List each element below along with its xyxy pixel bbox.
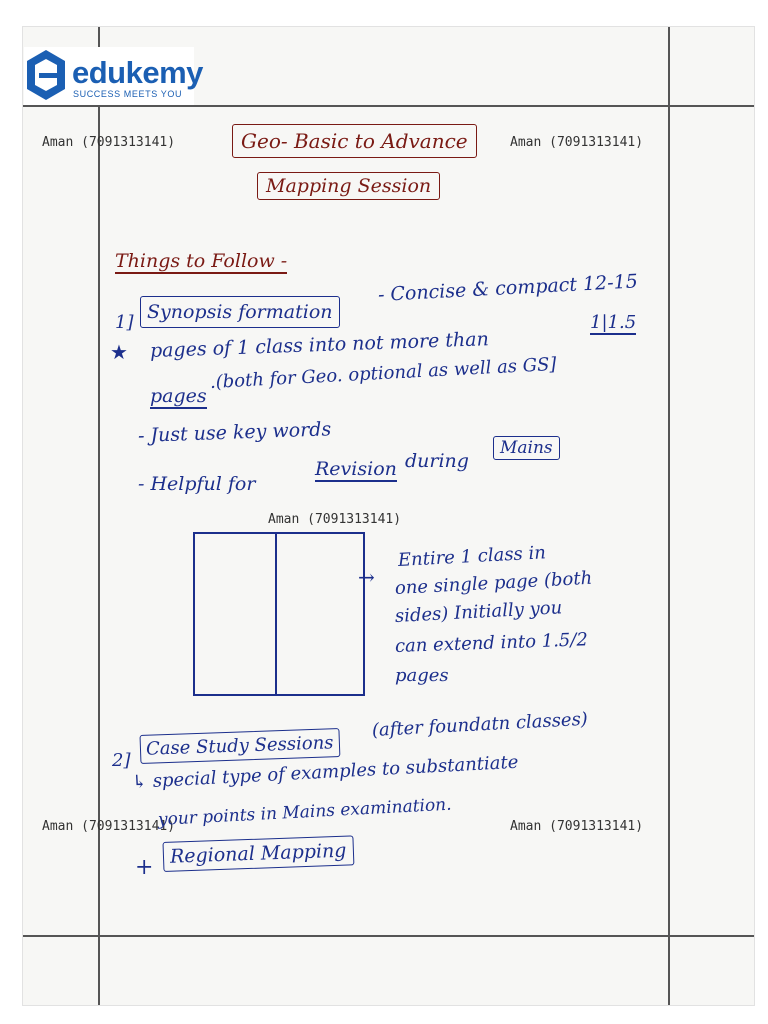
star-icon: ★: [110, 340, 128, 364]
point1-bullet: Revision: [315, 458, 397, 480]
page-subtitle: Mapping Session: [257, 172, 440, 200]
arrow-icon: →: [358, 565, 375, 589]
edukemy-logo: [24, 47, 203, 105]
point1-text: pages of 1 class into not more than: [149, 328, 490, 362]
diagram-note-line: Entire 1 class in: [397, 542, 547, 571]
point1-bullet: - Just use key words: [137, 418, 332, 447]
watermark: Aman (7091313141): [42, 819, 176, 834]
watermark: Aman (7091313141): [510, 819, 644, 834]
margin-line-bottom: [23, 935, 754, 937]
plus-icon: +: [135, 855, 154, 880]
diagram-note-line: sides) Initially you: [394, 597, 563, 627]
point2-text: your points in Mains examination.: [157, 794, 453, 830]
watermark: Aman (7091313141): [42, 135, 176, 150]
point1-label: Synopsis formation: [140, 296, 340, 328]
diagram-note-line: one single page (both: [394, 567, 593, 599]
logo-tagline: SUCCESS MEETS YOU: [73, 89, 183, 99]
point1-bullet: Mains: [493, 436, 560, 460]
point1-text: - Concise & compact 12-15: [377, 270, 639, 306]
watermark: Aman (7091313141): [510, 135, 644, 150]
point1-text: .(both for Geo. optional as well as GS]: [209, 353, 557, 393]
margin-line-left: [98, 27, 100, 1005]
point1-bullet: during: [405, 450, 469, 472]
diagram-note-line: pages: [395, 665, 449, 686]
watermark: Aman (7091313141): [268, 512, 402, 527]
point1-text: pages: [150, 385, 207, 407]
point2-label: Case Study Sessions: [139, 728, 339, 764]
page-layout-diagram: [193, 532, 365, 696]
point1-highlight: 1|1.5: [590, 312, 637, 333]
point2-text: ↳ special type of examples to substantiate: [131, 751, 519, 793]
regional-mapping-label: Regional Mapping: [162, 835, 353, 872]
logo-hexagon-icon: [24, 47, 68, 103]
margin-line-right: [668, 27, 670, 1005]
point2-number: 2]: [112, 750, 131, 771]
logo-brand: edukemy: [72, 55, 203, 90]
point1-bullet: - Helpful for: [138, 473, 256, 495]
point2-text: (after foundatn classes): [371, 708, 589, 741]
page-title: Geo- Basic to Advance: [232, 124, 477, 158]
diagram-divider: [275, 532, 277, 694]
diagram-note-line: can extend into 1.5/2: [394, 629, 589, 657]
section-heading: Things to Follow -: [115, 250, 288, 272]
point1-number: 1]: [115, 312, 134, 333]
margin-line-top: [23, 105, 754, 107]
